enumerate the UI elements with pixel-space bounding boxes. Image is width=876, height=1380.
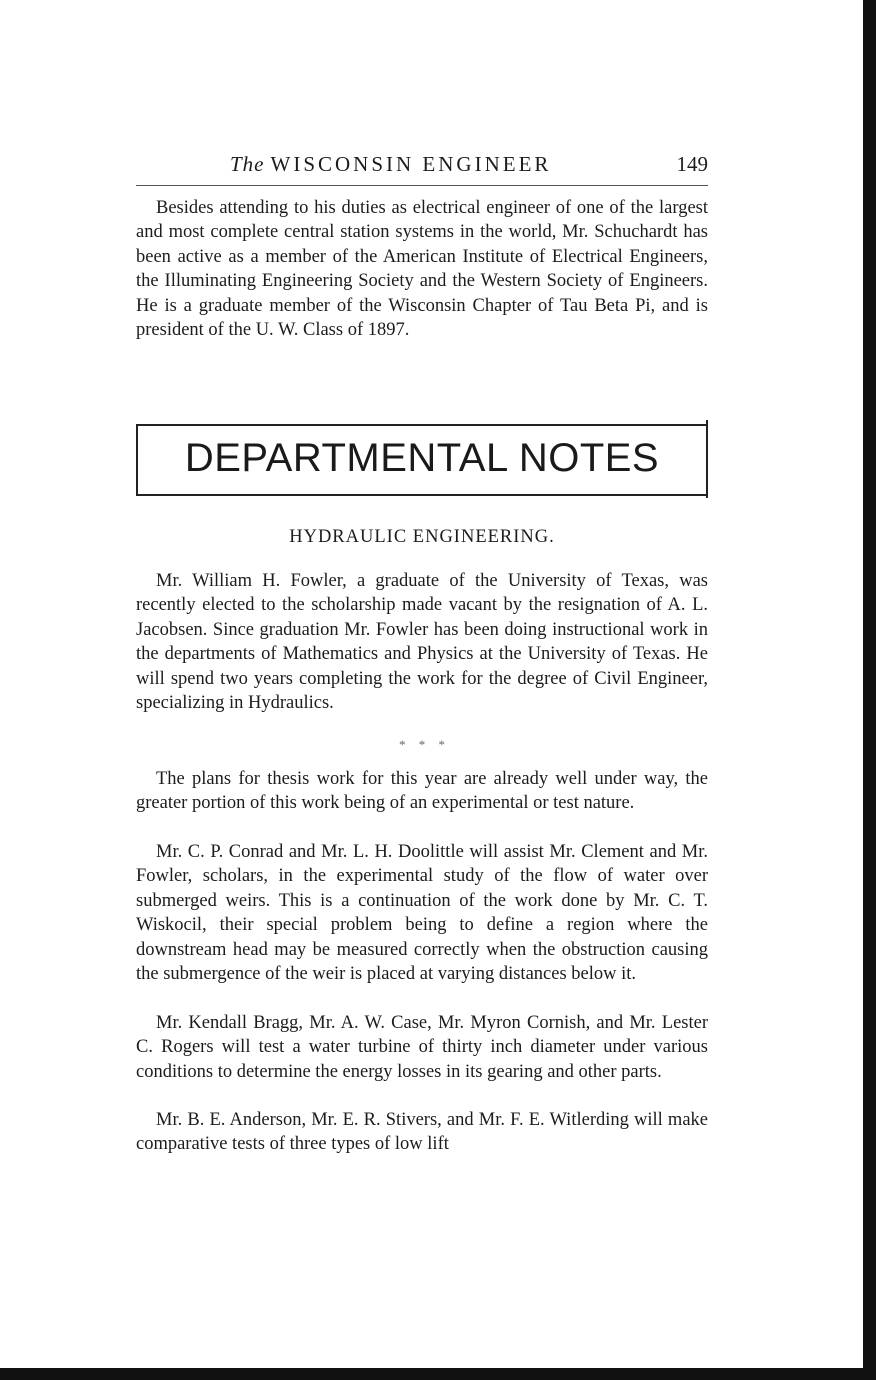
paragraph-fowler: Mr. William H. Fowler, a graduate of the University of Texas, was recently elected to the scholarship made vacant by the resignation of A. L. Jacobsen. Since graduation Mr. Fowler has been doing instructional work in the departments of Mathematics and Physics at the University of Texas. He will spend two years completing the work for the degree of Civil Engineer, specializing in Hydraulics. [136,571,708,714]
separator-stars: * * * [399,737,445,752]
journal-title [230,152,551,177]
paragraph-weirs: Mr. C. P. Conrad and Mr. L. H. Doolittle will assist Mr. Clement and Mr. Fowler, scholars, in the experimental study of the flow of water over submerged weirs. This is a continuation of the work done by Mr. C. T. Wiskocil, their special problem being to define a region where the downstream head may be measured correctly when the obstruction causing the submergence of the weir is placed at varying distances below it. [136,842,708,985]
paragraph-thesis-plans: The plans for thesis work for this year are already well under way, the greater portion of this work being of an experimental or test nature. [136,769,708,814]
running-header [136,150,708,182]
intro-paragraph: Besides attending to his duties as electrical engineer of one of the largest and most complete central station systems in the world, Mr. Schuchardt has been active as a member of the American Institute of Electrical Engineers, the Illuminating Engineering Society and the Western Society of Engineers. He is a graduate member of the Wisconsin Chapter of Tau Beta Pi, and is president of the U. W. Class of 1897. [136,198,708,341]
header-rule [136,185,708,186]
paragraph-turbine: Mr. Kendall Bragg, Mr. A. W. Case, Mr. Myron Cornish, and Mr. Lester C. Rogers will test a water turbine of thirty inch diameter under various conditions to determine the energy losses in its gearing and other parts. [136,1013,708,1082]
journal-title-name: WISCONSIN ENGINEER [270,152,552,176]
paragraph-low-lift: Mr. B. E. Anderson, Mr. E. R. Stivers, and Mr. F. E. Witlerding will make comparative tests of three types of low lift [136,1110,708,1155]
section-title: DEPARTMENTAL NOTES [184,436,660,480]
scan-edge-bottom [0,1368,876,1380]
scan-edge-right [863,0,876,1380]
subsection-title: HYDRAULIC ENGINEERING. [289,527,555,547]
section-title-box [136,424,708,496]
journal-title-the: The [230,152,265,176]
page-number: 149 [676,152,708,176]
